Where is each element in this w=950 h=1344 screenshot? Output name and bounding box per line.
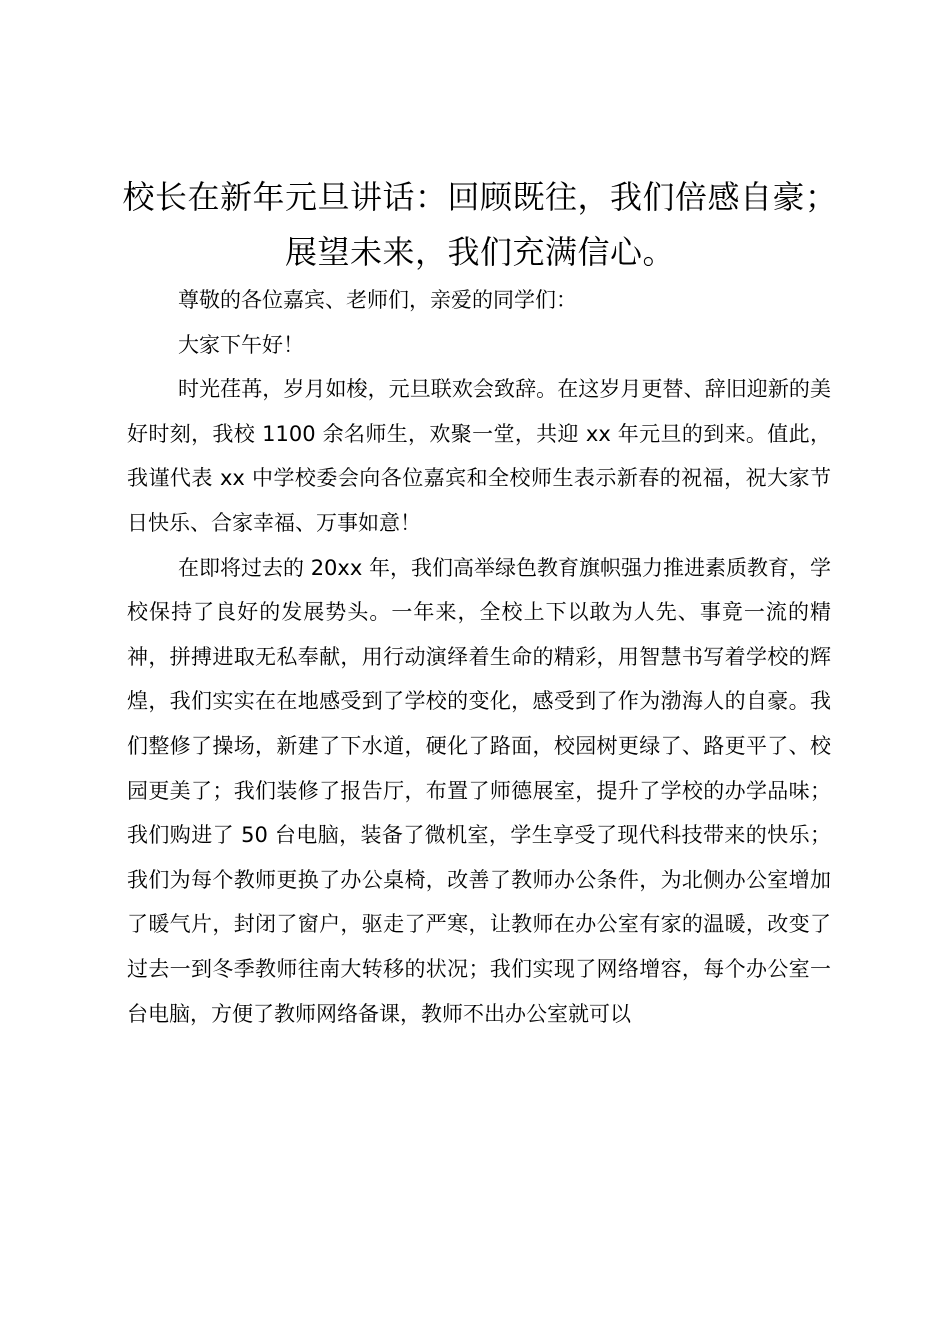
paragraph-1: 时光荏苒，岁月如梭，元旦联欢会致辞。在这岁月更替、辞旧迎新的美好时刻，我校 1100 余名师生，欢聚一堂，共迎 xx 年元旦的到来。值此，我谨代表 xx 中学校委会向各位嘉宾和全校师生表示新春的祝福，祝大家节日快乐、合家幸福、万事如意！ [127, 377, 831, 535]
greeting-line: 尊敬的各位嘉宾、老师们，亲爱的同学们： [178, 288, 577, 312]
document-body [127, 278, 831, 1036]
salutation-line: 大家下午好！ [178, 332, 304, 357]
paragraph-2: 在即将过去的 20xx 年，我们高举绿色教育旗帜强力推进素质教育，学校保持了良好的发展势头。一年来，全校上下以敢为人先、事竟一流的精神，拼搏进取无私奉献，用行动演绎着生命的精彩，用智慧书写着学校的辉煌，我们实实在在地感受到了学校的变化，感受到了作为渤海人的自豪。我们整修了操场，新建了下水道，硬化了路面，校园树更绿了、路更平了、校园更美了；我们装修了报告厅，布置了师德展室，提升了学校的办学品味；我们购进了 50 台电脑，装备了微机室，学生享受了现代科技带来的快乐；我们为每个教师更换了办公桌椅，改善了教师办公条件，为北侧办公室增加了暖气片，封闭了窗户，驱走了严寒，让教师在办公室有家的温暖，改变了过去一到冬季教师往南大转移的状况；我们实现了网络增容，每个办公室一台电脑，方便了教师网络备课，教师不出办公室就可以 [127, 555, 831, 1026]
document-title: 校长在新年元旦讲话：回顾既往，我们倍感自豪；展望未来，我们充满信心。 [122, 178, 838, 271]
